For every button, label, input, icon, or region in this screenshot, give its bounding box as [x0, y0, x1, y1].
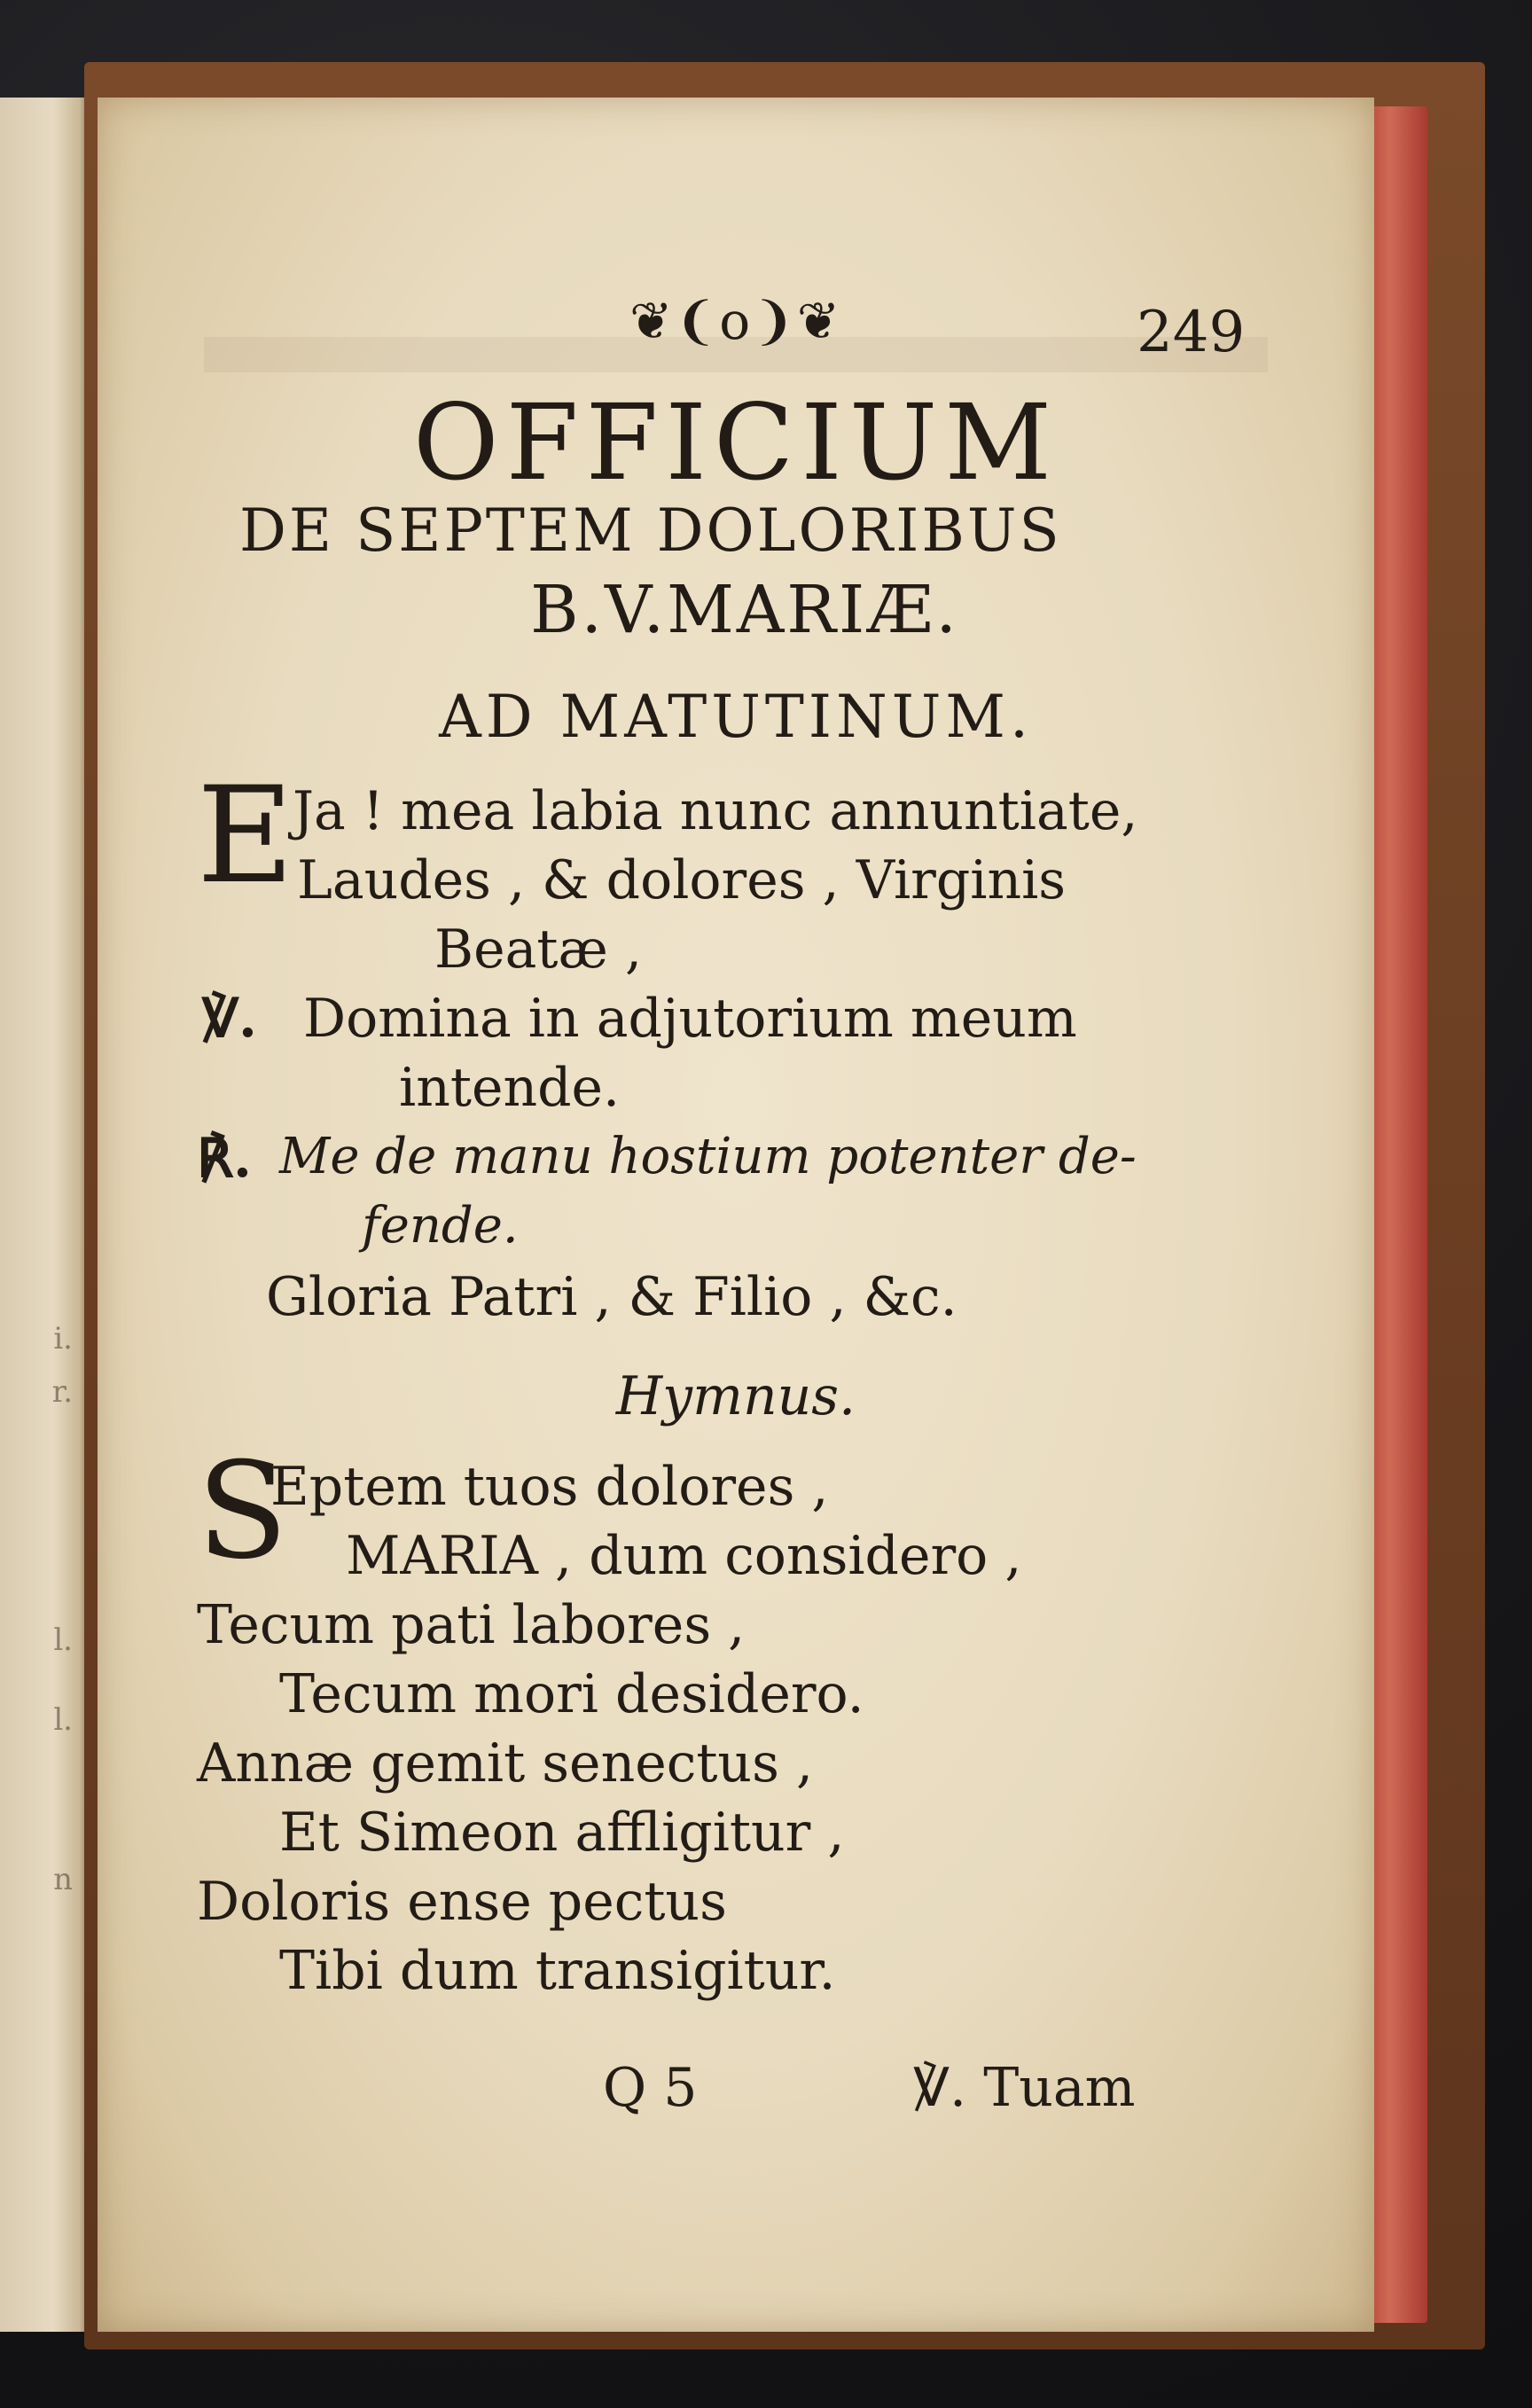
text-line: Laudes , & dolores , Virginis — [297, 849, 1067, 911]
verse-line: Tecum pati labores , — [197, 1594, 746, 1656]
verse-line: Et Simeon affligitur , — [279, 1802, 845, 1864]
facing-page-edge — [0, 98, 92, 2332]
text-line: fende. — [362, 1197, 519, 1255]
verse-line: Eptem tuos dolores , — [270, 1456, 829, 1518]
catchword: ℣. Tuam — [913, 2057, 1136, 2119]
text-line: Gloria Patri , & Filio , &c. — [266, 1266, 958, 1328]
verse-line: Tecum mori desidero. — [279, 1663, 864, 1725]
text-line: Beatæ , — [434, 919, 643, 981]
page-number: 249 — [1137, 300, 1246, 365]
text-line: Me de manu hostium potenter de- — [279, 1128, 1137, 1185]
book-page — [98, 98, 1374, 2332]
facing-page-fragment: l. — [53, 1622, 73, 1658]
hymn-heading: Hymnus. — [615, 1365, 856, 1427]
facing-page-fragment: n — [53, 1862, 73, 1897]
signature-mark: Q 5 — [603, 2057, 698, 2119]
verse-line: Tibi dum transigitur. — [279, 1940, 836, 2002]
text-line: Ja ! mea labia nunc annuntiate, — [293, 780, 1138, 842]
header-ornament: ❦❨o❩❦ — [629, 291, 842, 351]
verse-line: Annæ gemit senectus , — [197, 1732, 814, 1794]
versicle-symbol: ℣. — [202, 988, 257, 1050]
page-title: OFFICIUM — [412, 381, 1059, 504]
page-red-edge — [1365, 106, 1427, 2323]
verse-line: Doloris ense pectus — [197, 1871, 727, 1933]
section-heading: AD MATUTINUM. — [439, 683, 1033, 751]
text-line: intende. — [399, 1057, 621, 1119]
drop-cap: S — [197, 1435, 288, 1589]
drop-cap: E — [197, 759, 294, 913]
verse-line: MARIA , dum considero , — [346, 1525, 1022, 1587]
title-line-2: DE SEPTEM DOLORIBUS — [239, 496, 1062, 565]
facing-page-fragment: i. — [53, 1321, 73, 1356]
text-line: Domina in adjutorium meum — [303, 988, 1077, 1050]
response-symbol: ℟. — [197, 1128, 252, 1190]
title-line-3: B.V.MARIÆ. — [530, 572, 959, 648]
facing-page-fragment: r. — [51, 1374, 73, 1410]
facing-page-fragment: l. — [53, 1702, 73, 1738]
